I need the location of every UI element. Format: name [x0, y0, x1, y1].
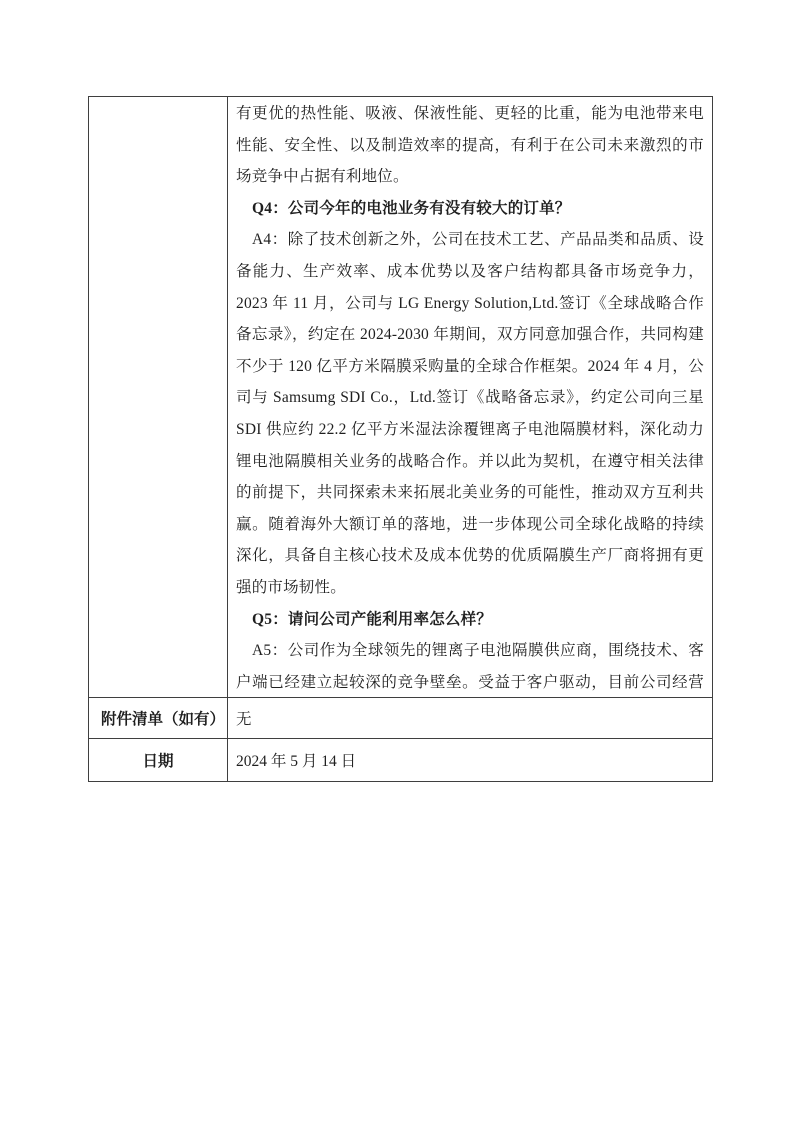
- qa-record-table: [88, 96, 713, 782]
- continuation-paragraph: 有更优的热性能、吸液、保液性能、更轻的比重，能为电池带来电性能、安全性、以及制造效率的提高，有利于在公司未来激烈的市场竞争中占据有利地位。: [236, 105, 704, 186]
- date-value: 2024 年 5 月 14 日: [236, 753, 357, 770]
- answer-a4: A4：除了技术创新之外，公司在技术工艺、产品品类和品质、设备能力、生产效率、成本优势以及客户结构都具备市场竞争力，2023 年 11 月，公司与 LG Energy Solution,Ltd.签订《全球战略合作备忘录》，约定在 2024-2030 年期间，双方同意加强合作，共同构建不少于 120 亿平方米隔膜采购量的全球合作框架。2024 年 4 月，公司与 Samsumg SDI Co.，Ltd.签订《战略备忘录》，约定公司向三星 SDI 供应约 22.2 亿平方米湿法涂覆锂离子电池隔膜材料，深化动力锂电池隔膜相关业务的战略合作。并以此为契机，在遵守相关法律的前提下，共同探索未来拓展北美业务的可能性，推动双方互利共赢。随着海外大额订单的落地，进一步体现公司全球化战略的持续深化，具备自主核心技术及成本优势的优质隔膜生产厂商将拥有更强的市场韧性。: [236, 231, 704, 596]
- empty-label-cell: [89, 97, 228, 698]
- answer-a5: A5：公司作为全球领先的锂离子电池隔膜供应商，围绕技术、客户端已经建立起较深的竞争壁垒。受益于客户驱动，目前公司经营: [236, 642, 704, 691]
- attachment-list-value: 无: [228, 698, 712, 739]
- attachment-list-label: 附件清单（如有）: [89, 698, 228, 739]
- question-q5: Q5：请问公司产能利用率怎么样？: [252, 610, 493, 628]
- question-q4: Q4：公司今年的电池业务有没有较大的订单？: [252, 199, 571, 217]
- date-label: 日期: [89, 739, 228, 781]
- qa-paragraphs: [236, 98, 704, 698]
- qa-content-cell: [228, 97, 712, 698]
